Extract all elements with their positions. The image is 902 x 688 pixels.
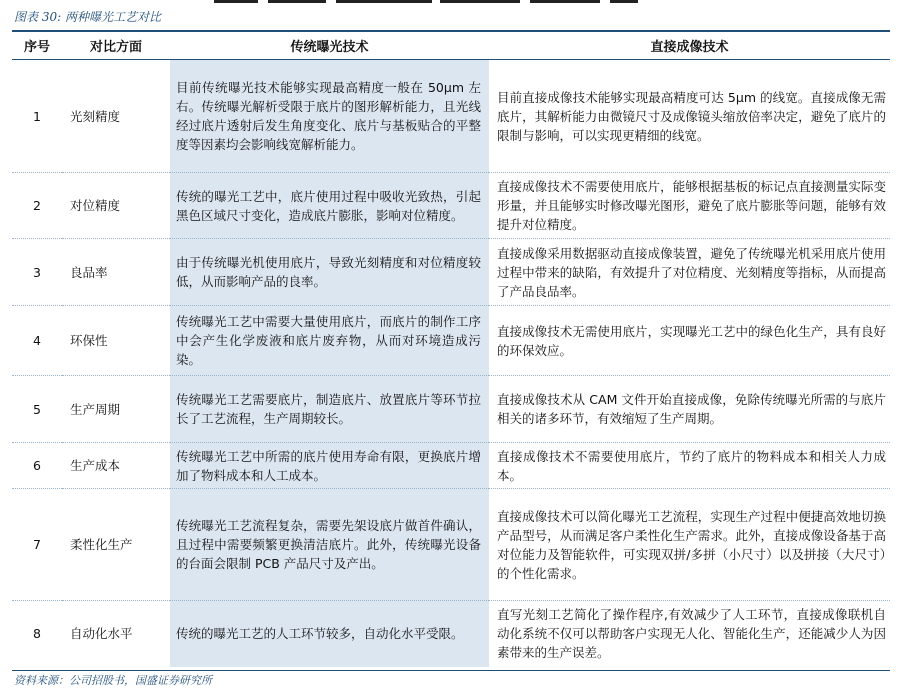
row-no: 7: [12, 489, 62, 601]
row-aspect: 光刻精度: [70, 108, 121, 124]
table-row: [12, 306, 890, 376]
table-row: [12, 601, 890, 667]
figure-caption-label: 图表 30:: [14, 10, 62, 24]
table-row: [12, 173, 890, 239]
row-direct: 直接成像技术无需使用底片，实现曝光工艺中的绿色化生产，具有良好的环保效应。: [489, 306, 890, 376]
row-traditional: 由于传统曝光机使用底片，导致光刻精度和对位精度较低，从而影响产品的良率。: [170, 239, 489, 306]
header-aspect: 对比方面: [62, 32, 170, 60]
table-row: [12, 443, 890, 489]
source-note: 资料来源：公司招股书，国盛证券研究所: [14, 674, 212, 687]
row-direct: 直接成像技术可以简化曝光工艺流程，实现生产过程中便捷高效地切换产品型号，从而满足客户柔性化生产需求。此外，直接成像设备基于高对位能力及智能软件，可实现双拼/多拼（小尺寸）以及拼接（大尺寸）的个性化需求。: [489, 489, 890, 601]
row-aspect: 良品率: [62, 239, 170, 306]
row-aspect: 生产成本: [62, 443, 170, 489]
row-no: 5: [12, 376, 62, 443]
row-direct: 直接成像采用数据驱动直接成像装置，避免了传统曝光机采用底片使用过程中带来的缺陷，有效提升了对位精度、光刻精度等指标，从而提高了产品良品率。: [489, 239, 890, 306]
row-traditional: 传统曝光工艺流程复杂，需要先架设底片做首件确认，且过程中需要频繁更换清洁底片。此外，传统曝光设备的台面会限制 PCB 产品尺寸及产出。: [170, 489, 489, 601]
row-direct: 直接成像技术不需要使用底片，能够根据基板的标记点直接测量实际变形量，并且能够实时修改曝光图形，避免了底片膨胀等问题，能够有效提升对位精度。: [489, 173, 890, 239]
header-direct: 直接成像技术: [489, 32, 890, 60]
row-aspect: 生产周期: [62, 376, 170, 443]
row-direct: 目前直接成像技术能够实现最高精度可达 5μm 的线宽。直接成像无需底片，其解析能力由微镜尺寸及成像镜头缩放倍率决定，避免了底片的限制与影响，可以实现更精细的线宽。: [497, 89, 886, 143]
figure-caption: [14, 8, 161, 25]
table-row: [12, 60, 890, 173]
row-no: 1: [33, 108, 41, 124]
figure-caption-title: 两种曝光工艺对比: [64, 10, 161, 24]
row-aspect: 环保性: [62, 306, 170, 376]
row-aspect: 自动化水平: [62, 601, 170, 667]
row-no: 8: [12, 601, 62, 667]
row-aspect: 对位精度: [62, 173, 170, 239]
header-traditional: 传统曝光技术: [170, 32, 489, 60]
row-traditional: 传统的曝光工艺的人工环节较多，自动化水平受限。: [170, 601, 489, 667]
row-no: 2: [12, 173, 62, 239]
comparison-table: [12, 32, 890, 667]
table-bottom-rule: [12, 670, 890, 671]
row-traditional: 传统曝光工艺中所需的底片使用寿命有限，更换底片增加了物料成本和人工成本。: [170, 443, 489, 489]
row-traditional: 目前传统曝光技术能够实现最高精度一般在 50μm 左右。传统曝光解析受限于底片的图形解析能力，且光线经过底片透射后发生角度变化、底片与基板贴合的平整度等因素均会影响线宽解析能力。: [170, 60, 489, 173]
row-direct: 直接成像技术从 CAM 文件开始直接成像，免除传统曝光所需的与底片相关的诸多环节，有效缩短了生产周期。: [489, 376, 890, 443]
table-header-row: [12, 32, 890, 60]
table-row: [12, 489, 890, 601]
row-no: 4: [12, 306, 62, 376]
table-row: [12, 376, 890, 443]
cropped-text-strip: [0, 0, 902, 6]
row-aspect: 柔性化生产: [62, 489, 170, 601]
row-direct: 直接成像技术不需要使用底片，节约了底片的物料成本和相关人力成本。: [489, 443, 890, 489]
row-direct: 直写光刻工艺简化了操作程序,有效减少了人工环节，直接成像联机自动化系统不仅可以帮助客户实现无人化、智能化生产，还能减少人为因素带来的生产误差。: [489, 601, 890, 667]
row-traditional: 传统的曝光工艺中，底片使用过程中吸收光致热，引起黑色区域尺寸变化，造成底片膨胀，影响对位精度。: [170, 173, 489, 239]
row-traditional: 传统曝光工艺需要底片，制造底片、放置底片等环节拉长了工艺流程，生产周期较长。: [170, 376, 489, 443]
header-no: 序号: [12, 32, 62, 60]
row-no: 6: [12, 443, 62, 489]
row-traditional: 传统曝光工艺中需要大量使用底片，而底片的制作工序中会产生化学废液和底片废弃物，从而对环境造成污染。: [170, 306, 489, 376]
row-no: 3: [12, 239, 62, 306]
table-row: [12, 239, 890, 306]
